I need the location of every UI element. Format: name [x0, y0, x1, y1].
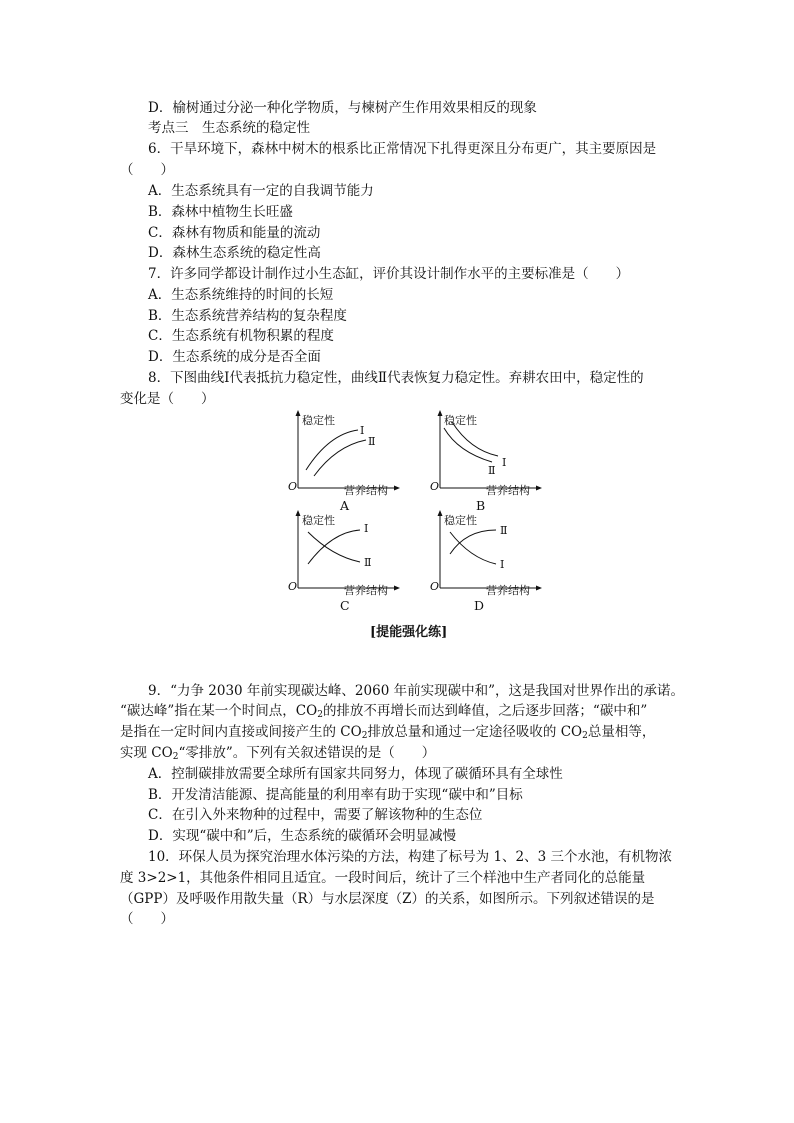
q9-option-a: A．控制碳排放需要全球所有国家共同努力，体现了碳循环具有全球性 — [148, 766, 563, 782]
graph-d-caption: D — [474, 598, 485, 613]
q9-option-b: B．开发清洁能源、提高能量的利用率有助于实现“碳中和”目标 — [148, 787, 523, 803]
graph-b-origin: O — [430, 480, 440, 493]
q7-option-a: A．生态系统维持的时间的长短 — [148, 287, 334, 303]
q6-bracket: （ ） — [120, 162, 174, 178]
graph-b-curve2-label: Ⅱ — [488, 464, 496, 477]
q10-stem-2: 度 3>2>1，其他条件相同且适宜。一段时间后，统计了三个样池中生产者同化的总能量 — [120, 870, 646, 886]
q10-stem-3: （GPP）及呼吸作用散失量（R）与水层深度（Z）的关系，如图所示。下列叙述错误的是 — [120, 891, 655, 907]
graph-c-ylabel: 稳定性 — [302, 514, 335, 527]
graph-a-curve2-label: Ⅱ — [368, 435, 376, 448]
q9-stem-2: “碳达峰”指在某一个时间点，$CO_2$的排放不再增长而达到峰值，之后逐步回落；“碳中和” — [120, 703, 648, 720]
graph-c-caption: C — [340, 598, 350, 613]
graph-a-xlabel: 营养结构 — [344, 484, 388, 497]
graph-b-curve1-label: Ⅰ — [502, 456, 507, 469]
q6-option-a: A．生态系统具有一定的自我调节能力 — [148, 183, 374, 199]
graph-c-origin: O — [288, 580, 298, 593]
q9-option-c: C．在引入外来物种的过程中，需要了解该物种的生态位 — [148, 807, 483, 823]
graph-b-caption: B — [476, 498, 486, 513]
graph-d-curve1-label: Ⅰ — [500, 558, 505, 571]
graph-b-ylabel: 稳定性 — [444, 414, 477, 427]
graph-d-xlabel: 营养结构 — [486, 584, 530, 597]
graph-c-curve1-label: Ⅰ — [364, 522, 369, 535]
graph-b — [426, 410, 546, 518]
graph-b-xlabel: 营养结构 — [486, 484, 530, 497]
graph-a-curve1-label: Ⅰ — [360, 424, 365, 437]
q9-stem-4: 实现 $CO_2“$零排放”。下列有关叙述错误的是（ ） — [120, 745, 436, 762]
q5-option-d: D．榆树通过分泌一种化学物质，与楝树产生作用效果相反的现象 — [148, 100, 537, 116]
graph-d-origin: O — [430, 580, 440, 593]
q10-stem-1: 10．环保人员为探究治理水体污染的方法，构建了标号为 1、2、3 三个水池，有机物浓 — [148, 849, 673, 865]
q6-option-b: B．森林中植物生长旺盛 — [148, 204, 293, 220]
q8-stem-cont: 变化是（ ） — [120, 391, 215, 407]
graph-a-caption: A — [340, 498, 350, 513]
q6-stem: 6．干旱环境下，森林中树木的根系比正常情况下扎得更深且分布更广，其主要原因是 — [148, 141, 657, 157]
q9-option-d: D．实现“碳中和”后，生态系统的碳循环会明显减慢 — [148, 828, 457, 844]
section-title: [提能强化练] — [370, 625, 448, 640]
graph-d-curve2-label: Ⅱ — [500, 524, 508, 537]
graph-c-curve2-label: Ⅱ — [364, 556, 372, 569]
graph-a-origin: O — [288, 480, 298, 493]
graph-d-ylabel: 稳定性 — [444, 514, 477, 527]
q6-option-d: D．森林生态系统的稳定性高 — [148, 245, 321, 261]
q7-option-d: D．生态系统的成分是否全面 — [148, 349, 321, 365]
q8-stem: 8．下图曲线Ⅰ代表抵抗力稳定性，曲线Ⅱ代表恢复力稳定性。弃耕农田中，稳定性的 — [148, 370, 644, 386]
q7-option-b: B．生态系统营养结构的复杂程度 — [148, 308, 347, 324]
q10-bracket: （ ） — [120, 911, 174, 927]
kaodian-heading: 考点三 生态系统的稳定性 — [148, 120, 310, 136]
graph-a-ylabel: 稳定性 — [302, 414, 335, 427]
q9-stem-1: 9．“力争 2030 年前实现碳达峰、2060 年前实现碳中和”，这是我国对世界作出的承诺。 — [148, 683, 684, 699]
graph-c-xlabel: 营养结构 — [344, 584, 388, 597]
q7-option-c: C．生态系统有机物积累的程度 — [148, 328, 334, 344]
q6-option-c: C．森林有物质和能量的流动 — [148, 225, 321, 241]
q9-stem-3: 是指在一定时间内直接或间接产生的 $CO_2$排放总量和通过一定途径吸收的 $CO_2$总量相等， — [120, 724, 656, 741]
graph-d — [426, 510, 546, 618]
q7-stem: 7．许多同学都设计制作过小生态缸，评价其设计制作水平的主要标准是（ ） — [148, 266, 630, 282]
